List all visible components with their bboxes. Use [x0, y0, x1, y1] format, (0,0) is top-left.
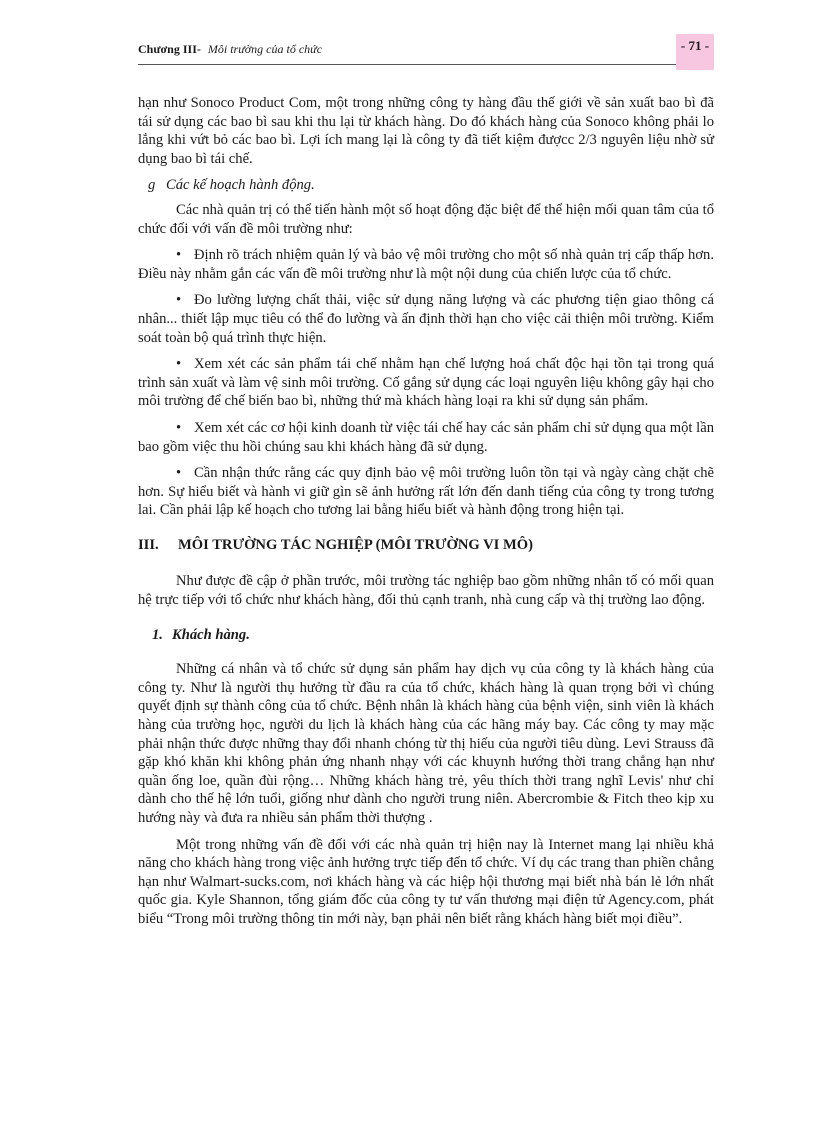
- paragraph-internet: Một trong những vấn đề đối với các nhà quản trị hiện nay là Internet mang lại nhiều khả năng cho khách hàng trong việc ảnh hưởng trực tiếp đến tổ chức. Ví dụ các trang than phiền chẳng hạn như Walmart-sucks.com, nơi khách hàng và các hiệp hội thương mại biết nhà bán lẻ lớn nhất quốc gia. Kyle Shannon, tổng giám đốc của công ty tư vấn thương mại điện tử Agency.com, phát biểu “Trong môi trường thông tin mới này, bạn phải nên biết rằng khách hàng biết mọi điều”.: [138, 836, 714, 927]
- subheading-title: Các kế hoạch hành động.: [166, 177, 315, 194]
- subheading-marker: g: [148, 177, 156, 194]
- bullet-item: [138, 291, 714, 347]
- bullet-item: [138, 246, 714, 283]
- page-body: [138, 94, 714, 937]
- item-title: Khách hàng.: [172, 626, 250, 643]
- item-heading-customers: [152, 626, 714, 645]
- bullet-icon: •: [176, 419, 182, 436]
- paragraph-task-environment: Như được đề cập ở phần trước, môi trường tác nghiệp bao gồm những nhân tố có mối quan hệ trực tiếp với tổ chức như khách hàng, đối thủ cạnh tranh, nhà cung cấp và thị trường lao động.: [138, 573, 714, 609]
- bullet-text: Xem xét các cơ hội kinh doanh từ việc tái chế hay các sản phẩm chỉ sử dụng qua một lần bao gồm việc thu hồi chúng sau khi khách hàng đã sử dụng.: [138, 419, 714, 455]
- bullet-text: Cần nhận thức rằng các quy định bảo vệ môi trường luôn tồn tại và ngày càng chặt chẽ hơn. Sự hiểu biết và hành vi giữ gìn sẽ ảnh hưởng rất lớn đến danh tiếng của công ty trong tương lai. Cần phải lập kế hoạch cho tương lai bằng hiểu biết và hành động trong hiện tại.: [138, 465, 714, 519]
- subheading-action-plans: [148, 176, 714, 195]
- bullet-text: Đo lường lượng chất thải, việc sử dụng năng lượng và các phương tiện giao thông cá nhân... thiết lập mục tiêu có thể đo lường và ấn định thời hạn cho việc cải thiện môi trường. Kiểm soát toàn bộ quá trình thực hiện.: [138, 292, 714, 346]
- section-title: MÔI TRƯỜNG TÁC NGHIỆP (MÔI TRƯỜNG VI MÔ): [178, 536, 533, 553]
- bullet-item: [138, 464, 714, 520]
- bullet-icon: •: [176, 247, 182, 264]
- bullet-item: [138, 355, 714, 411]
- bullet-icon: •: [176, 356, 182, 373]
- chapter-number: Chương III-: [138, 42, 201, 56]
- paragraph-managers-activities: Các nhà quản trị có thể tiến hành một số hoạt động đặc biệt để thể hiện mối quan tâm của tổ chức đối với vấn đề môi trường như:: [138, 201, 714, 237]
- section-heading-task-environment: [138, 536, 714, 555]
- header-divider: [138, 64, 676, 65]
- bullet-icon: •: [176, 292, 182, 309]
- paragraph-sonoco: hạn như Sonoco Product Com, một trong những công ty hàng đầu thế giới về sản xuất bao bì đã tái sử dụng các bao bì sau khi thu lại từ khách hàng. Do đó khách hàng của Sonoco không phải lo lắng khi vứt bỏ các bao bì. Lợi ích mang lại là công ty đã tiết kiệm đượcc 2/3 nguyên liệu nhờ sử dụng bao bì tái chế.: [138, 95, 714, 167]
- page-header: [138, 34, 714, 70]
- item-number: 1.: [152, 626, 163, 643]
- page-number: - 71 -: [676, 34, 714, 70]
- bullet-text: Định rõ trách nhiệm quản lý và bảo vệ môi trường cho một số nhà quản trị cấp thấp hơn. Điều này nhằm gắn các vấn đề môi trường như là một nội dung của chiến lược của tổ chức.: [138, 247, 714, 282]
- bullet-text: Xem xét các sản phẩm tái chế nhằm hạn chế lượng hoá chất độc hại tồn tại trong quá trình sản xuất và làm vệ sinh môi trường. Cố gắng sử dụng các loại nguyên liệu không gây hại cho môi trường để chế biến bao bì, những thứ mà khách hàng loại ra khi sử dụng sản phẩm.: [138, 356, 714, 410]
- bullet-item: [138, 419, 714, 456]
- chapter-title: Môi trường của tổ chức: [207, 42, 323, 56]
- paragraph-customers: Những cá nhân và tổ chức sử dụng sản phẩm hay dịch vụ của công ty là khách hàng của công ty. Như là người thụ hưởng từ đầu ra của tổ chức, khách hàng là quan trọng bởi vì chúng quyết định sự thành công của tổ chức. Bệnh nhân là khách hàng của bệnh viện, sinh viên là khách hàng của trường học, người du lịch là khách hàng của các hãng máy bay. Các công ty may mặc phải nhận thức được những thay đổi nhanh chóng từ thị hiếu của người tiêu dùng. Levi Strauss đã gặp khó khăn khi không phản ứng nhanh nhạy với các khuynh hướng thời trang chẳng hạn như quần ống loe, quần đùi rộng… Những khách hàng trẻ, yêu thích thời trang nghĩ Levis' như chỉ dành cho thế hệ lớn tuổi, giống như dành cho người trung niên. Abercrombie & Fitch theo kịp xu hướng này và đưa ra nhiều sản phẩm thời thượng .: [138, 661, 714, 826]
- chapter-label: [138, 42, 322, 57]
- bullet-icon: •: [176, 465, 182, 482]
- section-number: III.: [138, 536, 159, 553]
